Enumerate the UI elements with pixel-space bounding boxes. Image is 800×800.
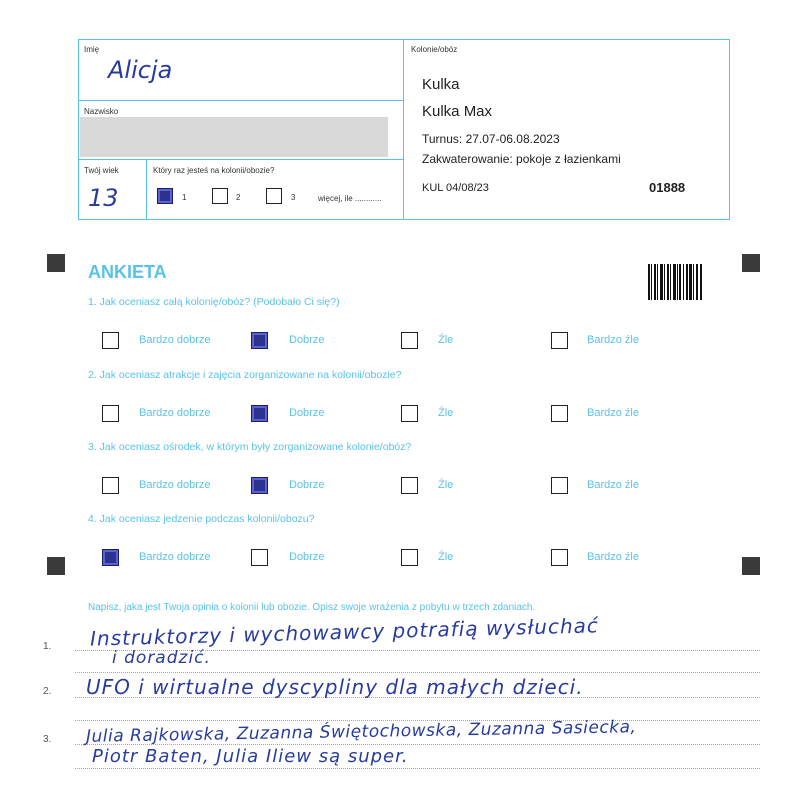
form-number: 01888 [649,180,686,195]
question-1-checkbox-4[interactable] [551,332,568,349]
barcode-icon [648,264,702,300]
header-divider-3 [146,159,147,220]
header-divider-2 [78,159,403,160]
question-4-text: 4. Jak oceniasz jedzenie podczas kolonii/obozu? [88,513,315,525]
ktory-raz-option-2: 2 [236,193,241,202]
question-2-checkbox-2[interactable] [251,405,268,422]
question-1-checkbox-2[interactable] [251,332,268,349]
question-4-option-1-label: Bardzo dobrze [139,551,211,563]
question-2-checkbox-4[interactable] [551,405,568,422]
turnus: Turnus: 27.07-06.08.2023 [422,132,560,146]
question-1-option-1-label: Bardzo dobrze [139,334,211,346]
camp-name: Kulka [422,76,460,93]
question-1-option-2-label: Dobrze [289,334,325,346]
opinion-line-1[interactable]: Instruktorzy i wychowawcy potrafią wysłuchać [89,613,600,651]
ktory-raz-option-1: 1 [182,193,187,202]
question-4-option-4-label: Bardzo źle [587,551,639,563]
registration-mark-icon [47,254,65,272]
question-3-text: 3. Jak oceniasz ośrodek, w którym były zorganizowane kolonie/obóz? [88,441,412,453]
question-1-checkbox-3[interactable] [401,332,418,349]
wiecej-label: więcej, ile ............ [318,194,382,203]
header-divider-1 [78,100,403,101]
opinion-line-2[interactable]: UFO i wirtualne dyscypliny dla małych dzieci. [86,675,584,699]
wiek-label: Twój wiek [84,166,119,175]
question-2-checkbox-3[interactable] [401,405,418,422]
writing-line [75,768,760,769]
kolonie-label: Kolonie/obóz [411,45,458,54]
question-2-option-3-label: Źle [438,407,454,419]
opinion-line-1b[interactable]: i doradzić. [112,648,211,668]
ktory-raz-checkbox-3[interactable] [266,188,282,204]
opinion-line-3[interactable]: Julia Rajkowska, Zuzanna Świętochowska, Zuzanna Sasiecka, [85,717,637,747]
question-2-checkbox-1[interactable] [102,405,119,422]
ktory-raz-checkbox-2[interactable] [212,188,228,204]
ktory-raz-option-3: 3 [291,193,296,202]
question-2-text: 2. Jak oceniasz atrakcje i zajęcia zorganizowane na kolonii/obozie? [88,369,402,381]
question-2-option-1-label: Bardzo dobrze [139,407,211,419]
question-4-checkbox-4[interactable] [551,549,568,566]
registration-mark-icon [742,557,760,575]
question-1-option-3-label: Źle [438,334,454,346]
question-3-option-3-label: Źle [438,479,454,491]
writing-line [75,672,760,673]
question-4-checkbox-2[interactable] [251,549,268,566]
line-number-1: 1. [43,641,52,652]
imie-value[interactable]: Alicja [108,56,173,84]
question-2-option-4-label: Bardzo źle [587,407,639,419]
question-3-option-4-label: Bardzo źle [587,479,639,491]
zakwaterowanie: Zakwaterowanie: pokoje z łazienkami [422,152,621,166]
imie-label: Imię [84,45,100,54]
question-3-checkbox-4[interactable] [551,477,568,494]
question-3-option-2-label: Dobrze [289,479,325,491]
question-4-checkbox-3[interactable] [401,549,418,566]
ktory-raz-checkbox-1[interactable] [157,188,173,204]
question-3-checkbox-1[interactable] [102,477,119,494]
ktory-raz-label: Który raz jesteś na kolonii/obozie? [153,166,275,175]
survey-title: ANKIETA [88,262,167,282]
question-3-checkbox-2[interactable] [251,477,268,494]
opinion-line-3b[interactable]: Piotr Baten, Julia Iliew są super. [92,746,409,767]
registration-mark-icon [742,254,760,272]
question-1-checkbox-1[interactable] [102,332,119,349]
nazwisko-label: Nazwisko [84,107,119,116]
line-number-3: 3. [43,734,52,745]
wiek-value[interactable]: 13 [88,184,119,212]
question-3-checkbox-3[interactable] [401,477,418,494]
question-1-text: 1. Jak oceniasz całą kolonię/obóz? (Podobało Ci się?) [88,296,340,308]
question-2-option-2-label: Dobrze [289,407,325,419]
opinion-prompt: Napisz, jaka jest Twoja opinia o kolonii lub obozie. Opisz swoje wrażenia z pobytu w trzech zdaniach. [88,602,536,613]
registration-mark-icon [47,557,65,575]
question-4-option-3-label: Źle [438,551,454,563]
header-divider-vertical [403,39,404,220]
form-code: KUL 04/08/23 [422,182,489,194]
question-4-checkbox-1[interactable] [102,549,119,566]
camp-subname: Kulka Max [422,103,493,120]
question-4-option-2-label: Dobrze [289,551,325,563]
nazwisko-redacted [80,117,388,157]
question-1-option-4-label: Bardzo źle [587,334,639,346]
line-number-2: 2. [43,686,52,697]
question-3-option-1-label: Bardzo dobrze [139,479,211,491]
